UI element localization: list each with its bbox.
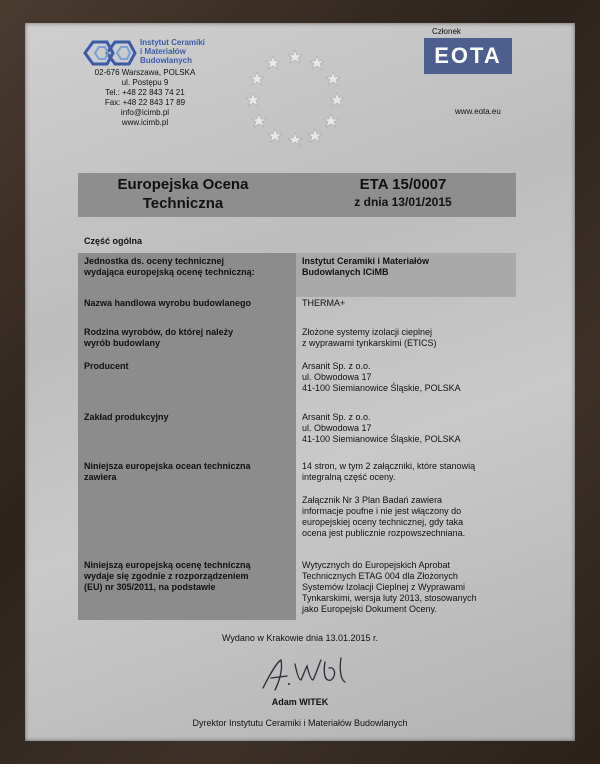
- eta-reference: [290, 175, 516, 211]
- row-value-contents: 14 stron, w tym 2 załączniki, które stanowią integralną część oceny.: [302, 461, 476, 482]
- row-value-trade-name: THERMA+: [302, 298, 346, 308]
- row-value-product-family: Złożone systemy izolacji cieplnej z wyprawami tynkarskimi (ETICS): [302, 327, 437, 348]
- signature-icon: [255, 650, 355, 695]
- eta-number: ETA 15/0007: [359, 176, 447, 193]
- row-label-assessment-body: Jednostka ds. oceny technicznej wydająca europejską ocenę techniczną:: [84, 256, 255, 277]
- member-label: Członek: [432, 27, 461, 36]
- issued-statement: Wydano w Krakowie dnia 13.01.2015 r.: [221, 633, 378, 643]
- signer-title: Dyrektor Instytutu Ceramiki i Materiałów Budowlanych: [192, 718, 408, 728]
- signer-name: Adam WITEK: [271, 697, 329, 707]
- document-title: Europejska Ocena Techniczna: [117, 176, 249, 212]
- eu-stars-watermark-icon: [245, 45, 345, 145]
- section-title: Część ogólna: [84, 236, 143, 246]
- eta-date: z dnia 13/01/2015: [354, 195, 452, 209]
- eota-logo: EOTA: [424, 38, 512, 74]
- row-label-legal-basis: Niniejszą europejską ocenę techniczną wydaje się zgodnie z rozporządzeniem (EU) nr 305/2011, na podstawie: [84, 560, 251, 592]
- row-label-manufacturer: Producent: [84, 361, 129, 371]
- row-label-plant: Zakład produkcyjny: [84, 412, 169, 422]
- row-label-product-family: Rodzina wyrobów, do której należy wyrób budowlany: [84, 327, 234, 348]
- row-value-annex-note: Załącznik Nr 3 Plan Badań zawiera informacje poufne i nie jest włączony do europejskiej oceny technicznej, gdy taka ocena jest publicznie rozpowszechniana.: [302, 495, 466, 538]
- row-value-plant: Arsanit Sp. z o.o. ul. Obwodowa 17 41-100 Siemianowice Śląskie, POLSKA: [302, 412, 461, 444]
- row-label-trade-name: Nazwa handlowa wyrobu budowlanego: [84, 298, 252, 308]
- icimb-logo-icon: [83, 38, 138, 68]
- eota-url: www.eota.eu: [455, 107, 501, 116]
- row-label-contents: Niniejsza europejska ocean techniczna zawiera: [84, 461, 251, 482]
- row-value-legal-basis: Wytycznych do Europejskich Aprobat Technicznych ETAG 004 dla Złożonych Systemów Izolacji Cieplnej z Wyprawami Tynkarskimi, wersja luty 2013, stosowanych jako Europejski Dokument Oceny.: [302, 560, 477, 614]
- row-value-manufacturer: Arsanit Sp. z o.o. ul. Obwodowa 17 41-100 Siemianowice Śląskie, POLSKA: [302, 361, 461, 393]
- institute-name: Instytut Ceramiki i Materiałów Budowlanych: [140, 38, 205, 65]
- institute-address: 02-676 Warszawa, POLSKA ul. Postępu 9 Tel.: +48 22 843 74 21 Fax: +48 22 843 17 89 info@icimb.pl www.icimb.pl: [94, 68, 196, 127]
- row-value-assessment-body: Instytut Ceramiki i Materiałów Budowlanych ICiMB: [302, 256, 430, 277]
